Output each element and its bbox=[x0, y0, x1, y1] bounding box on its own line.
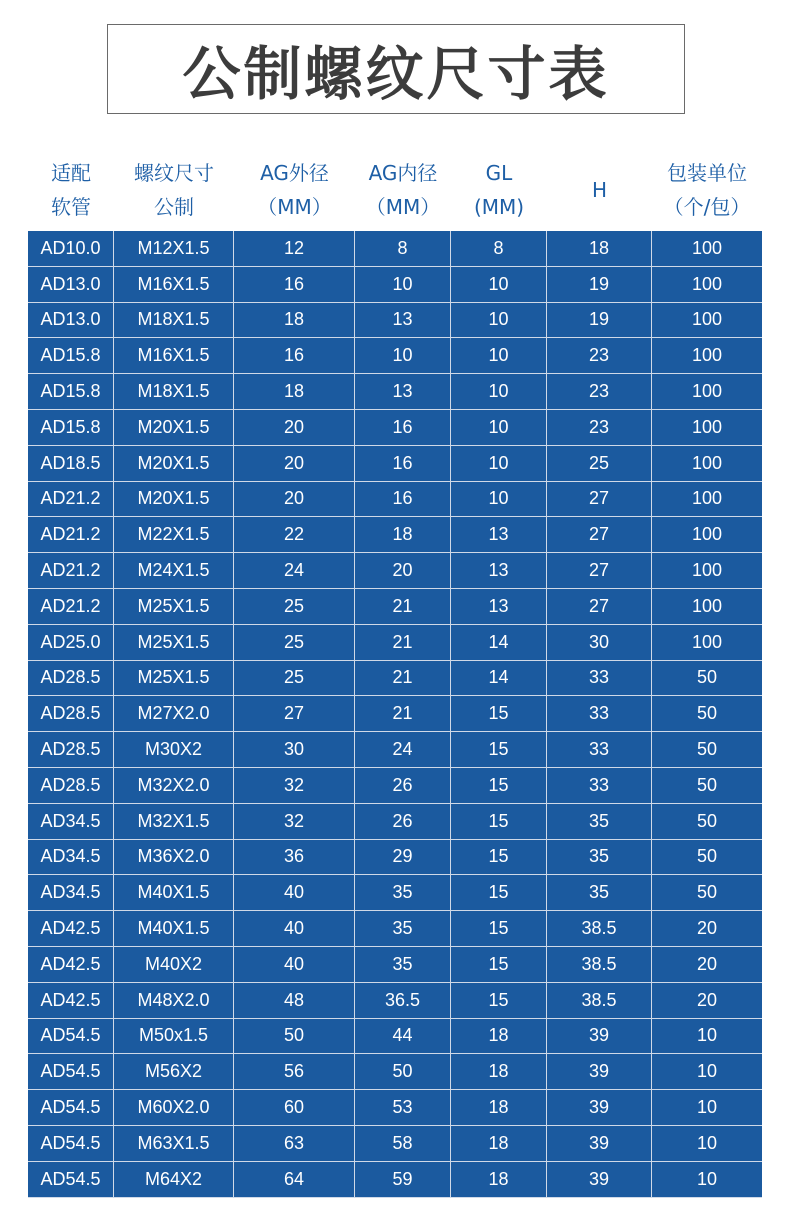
hose-cell: AD28.5 bbox=[28, 768, 114, 803]
h-cell: 35 bbox=[547, 875, 652, 910]
ag-outer-cell: 25 bbox=[234, 661, 355, 696]
ag-inner-cell: 58 bbox=[355, 1126, 451, 1161]
pack-unit-cell: 100 bbox=[691, 273, 723, 294]
header-label: AG内径 bbox=[368, 161, 438, 185]
gl-cell: 18 bbox=[451, 1019, 547, 1054]
ag-outer-cell: 18 bbox=[234, 303, 355, 338]
table-row bbox=[28, 267, 762, 303]
ag-outer-cell: 12 bbox=[234, 231, 355, 266]
ag-outer-cell: 20 bbox=[234, 410, 355, 445]
title-box bbox=[107, 24, 685, 114]
h-cell: 19 bbox=[547, 267, 652, 302]
ag-inner-cell: 59 bbox=[355, 1162, 451, 1197]
gl-cell: 15 bbox=[451, 768, 547, 803]
ag-outer-cell: 25 bbox=[234, 589, 355, 624]
pack-unit-cell: 100 bbox=[691, 452, 723, 473]
hose-cell: AD54.5 bbox=[28, 1019, 114, 1054]
pack-unit-cell: 50 bbox=[696, 882, 718, 903]
thread-cell: M27X2.0 bbox=[114, 696, 234, 731]
header-ag-outer bbox=[234, 150, 355, 230]
header-label: 包装单位 bbox=[667, 161, 747, 185]
thread-cell: M25X1.5 bbox=[114, 589, 234, 624]
table-row bbox=[28, 482, 762, 518]
ag-outer-cell: 20 bbox=[234, 446, 355, 481]
thread-cell: M40X1.5 bbox=[114, 875, 234, 910]
thread-cell: M64X2 bbox=[114, 1162, 234, 1197]
ag-inner-cell: 10 bbox=[355, 267, 451, 302]
thread-cell: M63X1.5 bbox=[114, 1126, 234, 1161]
thread-cell: M25X1.5 bbox=[114, 625, 234, 660]
ag-outer-cell: 25 bbox=[234, 625, 355, 660]
pack-unit-cell: 100 bbox=[691, 524, 723, 545]
gl-cell: 10 bbox=[451, 482, 547, 517]
ag-inner-cell: 21 bbox=[355, 661, 451, 696]
gl-cell: 18 bbox=[451, 1126, 547, 1161]
pack-unit-cell: 10 bbox=[696, 1168, 718, 1189]
ag-outer-cell: 16 bbox=[234, 267, 355, 302]
thread-cell: M24X1.5 bbox=[114, 553, 234, 588]
table-row bbox=[28, 446, 762, 482]
table-row bbox=[28, 517, 762, 553]
ag-inner-cell: 44 bbox=[355, 1019, 451, 1054]
thread-cell: M18X1.5 bbox=[114, 303, 234, 338]
page-title: 公制螺纹尺寸表 bbox=[182, 40, 610, 108]
ag-outer-cell: 60 bbox=[234, 1090, 355, 1125]
table-row bbox=[28, 303, 762, 339]
thread-cell: M48X2.0 bbox=[114, 983, 234, 1018]
ag-inner-cell: 13 bbox=[355, 303, 451, 338]
hose-cell: AD42.5 bbox=[28, 911, 114, 946]
hose-cell: AD34.5 bbox=[28, 840, 114, 875]
ag-outer-cell: 50 bbox=[234, 1019, 355, 1054]
thread-cell: M50x1.5 bbox=[114, 1019, 234, 1054]
header-gl bbox=[451, 150, 547, 230]
gl-cell: 10 bbox=[451, 446, 547, 481]
header-label: H bbox=[591, 178, 608, 202]
pack-unit-cell: 10 bbox=[696, 1132, 718, 1153]
ag-outer-cell: 20 bbox=[234, 482, 355, 517]
thread-cell: M12X1.5 bbox=[114, 231, 234, 266]
table-row bbox=[28, 625, 762, 661]
h-cell: 23 bbox=[547, 338, 652, 373]
ag-inner-cell: 29 bbox=[355, 840, 451, 875]
ag-outer-cell: 40 bbox=[234, 947, 355, 982]
h-cell: 33 bbox=[547, 768, 652, 803]
ag-inner-cell: 13 bbox=[355, 374, 451, 409]
h-cell: 38.5 bbox=[547, 983, 652, 1018]
ag-inner-cell: 16 bbox=[355, 446, 451, 481]
gl-cell: 8 bbox=[451, 231, 547, 266]
table-row bbox=[28, 696, 762, 732]
gl-cell: 15 bbox=[451, 804, 547, 839]
ag-inner-cell: 18 bbox=[355, 517, 451, 552]
hose-cell: AD54.5 bbox=[28, 1126, 114, 1161]
pack-unit-cell: 100 bbox=[691, 488, 723, 509]
h-cell: 27 bbox=[547, 553, 652, 588]
pack-unit-cell: 10 bbox=[696, 1025, 718, 1046]
gl-cell: 10 bbox=[451, 267, 547, 302]
pack-unit-cell: 50 bbox=[696, 846, 718, 867]
gl-cell: 13 bbox=[451, 517, 547, 552]
table-row bbox=[28, 983, 762, 1019]
hose-cell: AD54.5 bbox=[28, 1162, 114, 1197]
h-cell: 33 bbox=[547, 696, 652, 731]
table-header bbox=[28, 150, 762, 230]
pack-unit-cell: 50 bbox=[696, 667, 718, 688]
h-cell: 27 bbox=[547, 589, 652, 624]
ag-outer-cell: 56 bbox=[234, 1054, 355, 1089]
header-label: 螺纹尺寸 bbox=[134, 161, 214, 185]
hose-cell: AD34.5 bbox=[28, 875, 114, 910]
hose-cell: AD21.2 bbox=[28, 553, 114, 588]
table-row bbox=[28, 1019, 762, 1055]
h-cell: 30 bbox=[547, 625, 652, 660]
ag-inner-cell: 16 bbox=[355, 410, 451, 445]
header-label: GL bbox=[485, 161, 513, 185]
hose-cell: AD10.0 bbox=[28, 231, 114, 266]
hose-cell: AD54.5 bbox=[28, 1090, 114, 1125]
ag-inner-cell: 16 bbox=[355, 482, 451, 517]
pack-unit-cell: 20 bbox=[696, 989, 718, 1010]
ag-inner-cell: 26 bbox=[355, 768, 451, 803]
pack-unit-cell: 100 bbox=[691, 237, 723, 258]
h-cell: 23 bbox=[547, 374, 652, 409]
ag-inner-cell: 35 bbox=[355, 947, 451, 982]
header-sublabel: （MM） bbox=[257, 195, 332, 219]
table-row bbox=[28, 947, 762, 983]
thread-cell: M60X2.0 bbox=[114, 1090, 234, 1125]
table-row bbox=[28, 589, 762, 625]
hose-cell: AD42.5 bbox=[28, 983, 114, 1018]
table-row bbox=[28, 732, 762, 768]
h-cell: 38.5 bbox=[547, 947, 652, 982]
thread-cell: M18X1.5 bbox=[114, 374, 234, 409]
gl-cell: 13 bbox=[451, 589, 547, 624]
pack-unit-cell: 50 bbox=[696, 774, 718, 795]
table-row bbox=[28, 553, 762, 589]
pack-unit-cell: 100 bbox=[691, 631, 723, 652]
hose-cell: AD15.8 bbox=[28, 338, 114, 373]
thread-size-table bbox=[28, 230, 762, 1198]
thread-cell: M32X2.0 bbox=[114, 768, 234, 803]
hose-cell: AD13.0 bbox=[28, 303, 114, 338]
hose-cell: AD18.5 bbox=[28, 446, 114, 481]
table-row bbox=[28, 231, 762, 267]
ag-outer-cell: 30 bbox=[234, 732, 355, 767]
h-cell: 35 bbox=[547, 840, 652, 875]
thread-cell: M40X1.5 bbox=[114, 911, 234, 946]
gl-cell: 10 bbox=[451, 410, 547, 445]
ag-outer-cell: 32 bbox=[234, 768, 355, 803]
table-row bbox=[28, 661, 762, 697]
header-pack-unit bbox=[652, 150, 762, 230]
thread-cell: M56X2 bbox=[114, 1054, 234, 1089]
h-cell: 19 bbox=[547, 303, 652, 338]
pack-unit-cell: 50 bbox=[696, 703, 718, 724]
h-cell: 39 bbox=[547, 1019, 652, 1054]
table-row bbox=[28, 1090, 762, 1126]
hose-cell: AD25.0 bbox=[28, 625, 114, 660]
pack-unit-cell: 100 bbox=[691, 560, 723, 581]
pack-unit-cell: 100 bbox=[691, 595, 723, 616]
gl-cell: 14 bbox=[451, 661, 547, 696]
h-cell: 27 bbox=[547, 517, 652, 552]
ag-outer-cell: 27 bbox=[234, 696, 355, 731]
header-h bbox=[547, 150, 652, 230]
ag-outer-cell: 32 bbox=[234, 804, 355, 839]
thread-cell: M40X2 bbox=[114, 947, 234, 982]
table-row bbox=[28, 1162, 762, 1198]
gl-cell: 15 bbox=[451, 840, 547, 875]
h-cell: 39 bbox=[547, 1162, 652, 1197]
hose-cell: AD28.5 bbox=[28, 732, 114, 767]
ag-outer-cell: 40 bbox=[234, 911, 355, 946]
thread-cell: M20X1.5 bbox=[114, 410, 234, 445]
ag-inner-cell: 35 bbox=[355, 875, 451, 910]
h-cell: 27 bbox=[547, 482, 652, 517]
hose-cell: AD15.8 bbox=[28, 374, 114, 409]
hose-cell: AD34.5 bbox=[28, 804, 114, 839]
header-sublabel: 公制 bbox=[154, 195, 194, 219]
header-sublabel: (MM) bbox=[473, 195, 525, 219]
thread-cell: M36X2.0 bbox=[114, 840, 234, 875]
h-cell: 39 bbox=[547, 1054, 652, 1089]
hose-cell: AD28.5 bbox=[28, 661, 114, 696]
hose-cell: AD21.2 bbox=[28, 517, 114, 552]
ag-inner-cell: 50 bbox=[355, 1054, 451, 1089]
h-cell: 23 bbox=[547, 410, 652, 445]
header-sublabel: 软管 bbox=[51, 195, 91, 219]
pack-unit-cell: 20 bbox=[696, 918, 718, 939]
ag-inner-cell: 20 bbox=[355, 553, 451, 588]
gl-cell: 10 bbox=[451, 374, 547, 409]
thread-cell: M32X1.5 bbox=[114, 804, 234, 839]
h-cell: 39 bbox=[547, 1126, 652, 1161]
thread-cell: M20X1.5 bbox=[114, 482, 234, 517]
gl-cell: 15 bbox=[451, 947, 547, 982]
table-row bbox=[28, 410, 762, 446]
table-row bbox=[28, 1054, 762, 1090]
h-cell: 18 bbox=[547, 231, 652, 266]
table-row bbox=[28, 1126, 762, 1162]
pack-unit-cell: 50 bbox=[696, 810, 718, 831]
ag-outer-cell: 24 bbox=[234, 553, 355, 588]
ag-outer-cell: 63 bbox=[234, 1126, 355, 1161]
ag-outer-cell: 16 bbox=[234, 338, 355, 373]
gl-cell: 10 bbox=[451, 338, 547, 373]
hose-cell: AD15.8 bbox=[28, 410, 114, 445]
ag-inner-cell: 10 bbox=[355, 338, 451, 373]
h-cell: 39 bbox=[547, 1090, 652, 1125]
hose-cell: AD42.5 bbox=[28, 947, 114, 982]
table-row bbox=[28, 875, 762, 911]
table-row bbox=[28, 804, 762, 840]
gl-cell: 10 bbox=[451, 303, 547, 338]
ag-inner-cell: 36.5 bbox=[355, 983, 451, 1018]
gl-cell: 14 bbox=[451, 625, 547, 660]
header-ag-inner bbox=[355, 150, 451, 230]
ag-inner-cell: 24 bbox=[355, 732, 451, 767]
gl-cell: 18 bbox=[451, 1054, 547, 1089]
table-row bbox=[28, 338, 762, 374]
ag-inner-cell: 21 bbox=[355, 589, 451, 624]
gl-cell: 15 bbox=[451, 732, 547, 767]
header-sublabel: （个/包） bbox=[663, 195, 751, 219]
h-cell: 33 bbox=[547, 661, 652, 696]
pack-unit-cell: 100 bbox=[691, 345, 723, 366]
hose-cell: AD21.2 bbox=[28, 482, 114, 517]
header-sublabel: （MM） bbox=[365, 195, 441, 219]
pack-unit-cell: 100 bbox=[691, 381, 723, 402]
ag-inner-cell: 8 bbox=[355, 231, 451, 266]
h-cell: 38.5 bbox=[547, 911, 652, 946]
thread-cell: M25X1.5 bbox=[114, 661, 234, 696]
hose-cell: AD21.2 bbox=[28, 589, 114, 624]
pack-unit-cell: 10 bbox=[696, 1061, 718, 1082]
gl-cell: 15 bbox=[451, 983, 547, 1018]
ag-outer-cell: 22 bbox=[234, 517, 355, 552]
ag-inner-cell: 21 bbox=[355, 625, 451, 660]
h-cell: 33 bbox=[547, 732, 652, 767]
h-cell: 25 bbox=[547, 446, 652, 481]
ag-outer-cell: 40 bbox=[234, 875, 355, 910]
thread-cell: M16X1.5 bbox=[114, 338, 234, 373]
gl-cell: 15 bbox=[451, 875, 547, 910]
header-label: AG外径 bbox=[260, 161, 329, 185]
ag-inner-cell: 21 bbox=[355, 696, 451, 731]
hose-cell: AD13.0 bbox=[28, 267, 114, 302]
hose-cell: AD28.5 bbox=[28, 696, 114, 731]
thread-cell: M20X1.5 bbox=[114, 446, 234, 481]
gl-cell: 15 bbox=[451, 911, 547, 946]
ag-outer-cell: 18 bbox=[234, 374, 355, 409]
pack-unit-cell: 10 bbox=[696, 1097, 718, 1118]
hose-cell: AD54.5 bbox=[28, 1054, 114, 1089]
ag-outer-cell: 48 bbox=[234, 983, 355, 1018]
table-row bbox=[28, 911, 762, 947]
gl-cell: 18 bbox=[451, 1162, 547, 1197]
ag-outer-cell: 64 bbox=[234, 1162, 355, 1197]
gl-cell: 18 bbox=[451, 1090, 547, 1125]
pack-unit-cell: 100 bbox=[691, 416, 723, 437]
pack-unit-cell: 50 bbox=[696, 739, 718, 760]
gl-cell: 13 bbox=[451, 553, 547, 588]
table-row bbox=[28, 768, 762, 804]
pack-unit-cell: 20 bbox=[696, 953, 718, 974]
header-label: 适配 bbox=[51, 161, 91, 185]
ag-inner-cell: 53 bbox=[355, 1090, 451, 1125]
table-row bbox=[28, 840, 762, 876]
table-row bbox=[28, 374, 762, 410]
thread-cell: M16X1.5 bbox=[114, 267, 234, 302]
ag-inner-cell: 35 bbox=[355, 911, 451, 946]
thread-cell: M30X2 bbox=[114, 732, 234, 767]
ag-outer-cell: 36 bbox=[234, 840, 355, 875]
header-hose bbox=[28, 150, 114, 230]
h-cell: 35 bbox=[547, 804, 652, 839]
gl-cell: 15 bbox=[451, 696, 547, 731]
ag-inner-cell: 26 bbox=[355, 804, 451, 839]
pack-unit-cell: 100 bbox=[691, 309, 723, 330]
thread-cell: M22X1.5 bbox=[114, 517, 234, 552]
header-thread-size bbox=[114, 150, 234, 230]
